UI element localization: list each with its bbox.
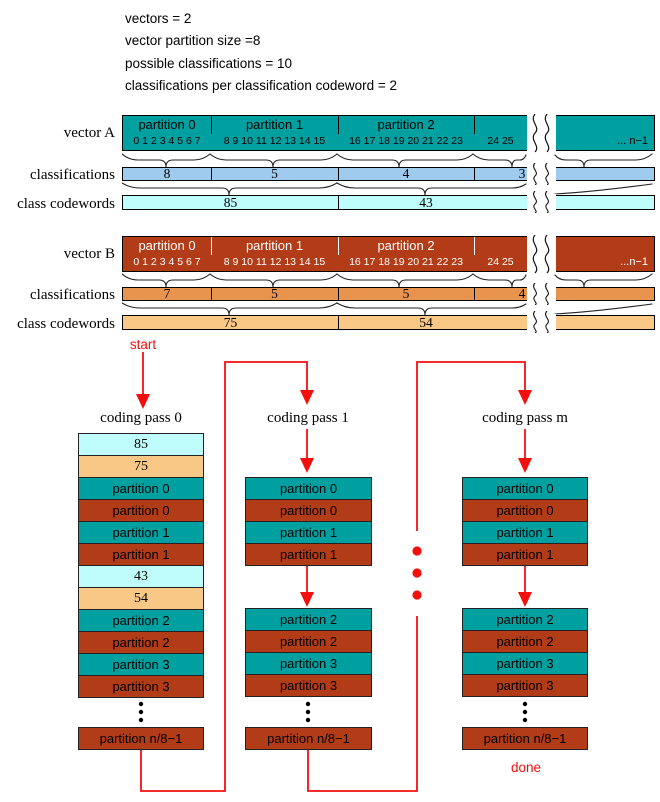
pass-2-cell: partition 0	[462, 499, 588, 522]
partition-divider	[474, 116, 475, 134]
partition-divider	[474, 237, 475, 255]
pass-0-cell: partition 2	[78, 631, 204, 654]
parameter-block	[125, 8, 397, 98]
param-line: possible classifications = 10	[125, 55, 292, 71]
pass-0-cell: partition 1	[78, 543, 204, 566]
break-squiggle-icon	[527, 191, 556, 213]
pass-0-cell: 75	[78, 455, 204, 478]
pass-0-cell: 54	[78, 587, 204, 610]
index-numbers: 16 17 18 19 20 21 22 23	[349, 135, 463, 147]
vector-tail-label: ... n−1	[617, 135, 648, 147]
pass-2-cell: partition 3	[462, 652, 588, 675]
start-label: start	[129, 337, 157, 352]
braces-row	[122, 152, 655, 168]
pass-1-cell: partition 1	[245, 543, 372, 566]
pass-1-cell: partition 2	[245, 608, 372, 631]
pass-0-cell: partition 1	[78, 521, 204, 544]
pass-1-cell: partition 0	[245, 499, 372, 522]
vector-a-bar	[122, 115, 655, 151]
classification-value: 5	[271, 166, 278, 181]
bar-break	[527, 166, 556, 182]
classifications-b-bar	[122, 287, 655, 301]
partition-label: partition 2	[377, 117, 435, 132]
classification-value: 4	[402, 166, 410, 181]
classification-value: 3	[518, 166, 526, 181]
braces-row	[122, 301, 655, 316]
pass-1-cell: partition 3	[245, 674, 372, 697]
done-label: done	[510, 760, 542, 775]
param-line: vectors = 2	[125, 11, 192, 26]
partition-divider	[338, 116, 339, 134]
pass-2-cell: partition 2	[462, 608, 588, 631]
break-squiggle-icon	[527, 114, 556, 154]
pass-0-cell: partition 0	[78, 477, 204, 500]
param-line: classifications per classification codeword = 2	[125, 78, 398, 94]
coding-pass-m-title: coding pass m	[482, 410, 568, 426]
bar-divider	[474, 288, 475, 300]
partition-label: partition 0	[138, 117, 196, 132]
partition-divider	[211, 116, 212, 134]
vector-b-label: vector B	[63, 246, 115, 262]
pass-0-cell: partition 3	[78, 653, 204, 676]
index-numbers: 0 1 2 3 4 5 6 7	[133, 256, 201, 268]
index-numbers: 24 25	[487, 256, 514, 268]
classifications-a-bar	[122, 167, 655, 181]
pass-1-cell: partition 0	[245, 477, 372, 500]
partition-label: partition 1	[245, 238, 304, 253]
classification-value: 4	[518, 286, 526, 301]
index-numbers: 16 17 18 19 20 21 22 23	[349, 256, 463, 268]
codeword-value: 85	[223, 195, 238, 210]
bar-divider	[474, 168, 475, 180]
coding-pass-0-title: coding pass 0	[100, 410, 182, 426]
vector-b-bar	[122, 236, 655, 272]
break-squiggle-icon	[527, 235, 556, 275]
braces-row	[122, 181, 655, 196]
index-numbers: 0 1 2 3 4 5 6 7	[133, 135, 201, 147]
classification-value: 8	[163, 166, 171, 181]
pass-2-cell: partition n/8−1	[462, 727, 588, 750]
pass-2-cell: partition 1	[462, 521, 588, 544]
classification-value: 5	[271, 286, 278, 301]
pass-0-cell: 43	[78, 565, 204, 588]
pass-0-cell: partition n/8−1	[78, 727, 204, 750]
codeword-value: 75	[223, 315, 238, 330]
partition-divider	[338, 237, 339, 255]
pass-2-cell: partition 3	[462, 674, 588, 697]
partition-label: partition 0	[138, 238, 196, 253]
param-line: vector partition size =8	[125, 33, 261, 49]
index-numbers: 8 9 10 11 12 13 14 15	[223, 256, 326, 268]
partition-divider	[211, 237, 212, 255]
bar-break	[527, 286, 556, 302]
codeword-value: 54	[419, 315, 433, 330]
vector-tail-label: ...n−1	[620, 256, 648, 268]
codeword-value: 43	[419, 195, 433, 210]
vector-a-label: vector A	[63, 125, 115, 141]
pass-2-cell: partition 2	[462, 630, 588, 653]
pass-2-cell: partition 1	[462, 543, 588, 566]
index-numbers: 8 9 10 11 12 13 14 15	[223, 135, 326, 147]
pass-1-cell: partition 2	[245, 630, 372, 653]
index-numbers: 24 25	[487, 135, 514, 147]
break-squiggle-icon	[527, 311, 556, 333]
codewords-a-bar	[122, 195, 655, 210]
codewords-b-bar	[122, 315, 655, 330]
pass-0-cell: 85	[78, 433, 204, 456]
pass-1-cell: partition n/8−1	[245, 727, 372, 750]
partition-label: partition 2	[377, 238, 435, 253]
ellipsis-dots	[139, 702, 527, 722]
classifications-a-label: classifications	[30, 167, 115, 183]
pass-1-cell: partition 3	[245, 652, 372, 675]
codewords-a-label: class codewords	[17, 196, 115, 212]
pass-1-cell: partition 1	[245, 521, 372, 544]
pass-0-cell: partition 0	[78, 499, 204, 522]
pass-0-cell: partition 2	[78, 609, 204, 632]
bar-break	[527, 194, 556, 211]
coding-pass-1-title: coding pass 1	[267, 410, 349, 426]
classification-value: 7	[163, 286, 171, 301]
bar-break	[527, 314, 556, 331]
pass-2-cell: partition 0	[462, 477, 588, 500]
codewords-b-label: class codewords	[17, 316, 115, 332]
pass-0-cell: partition 3	[78, 675, 204, 698]
bar-break	[527, 114, 556, 152]
bar-break	[527, 235, 556, 273]
partition-label: partition 1	[245, 117, 304, 132]
classifications-b-label: classifications	[30, 287, 115, 303]
classification-value: 5	[402, 286, 410, 301]
braces-row	[122, 272, 655, 288]
